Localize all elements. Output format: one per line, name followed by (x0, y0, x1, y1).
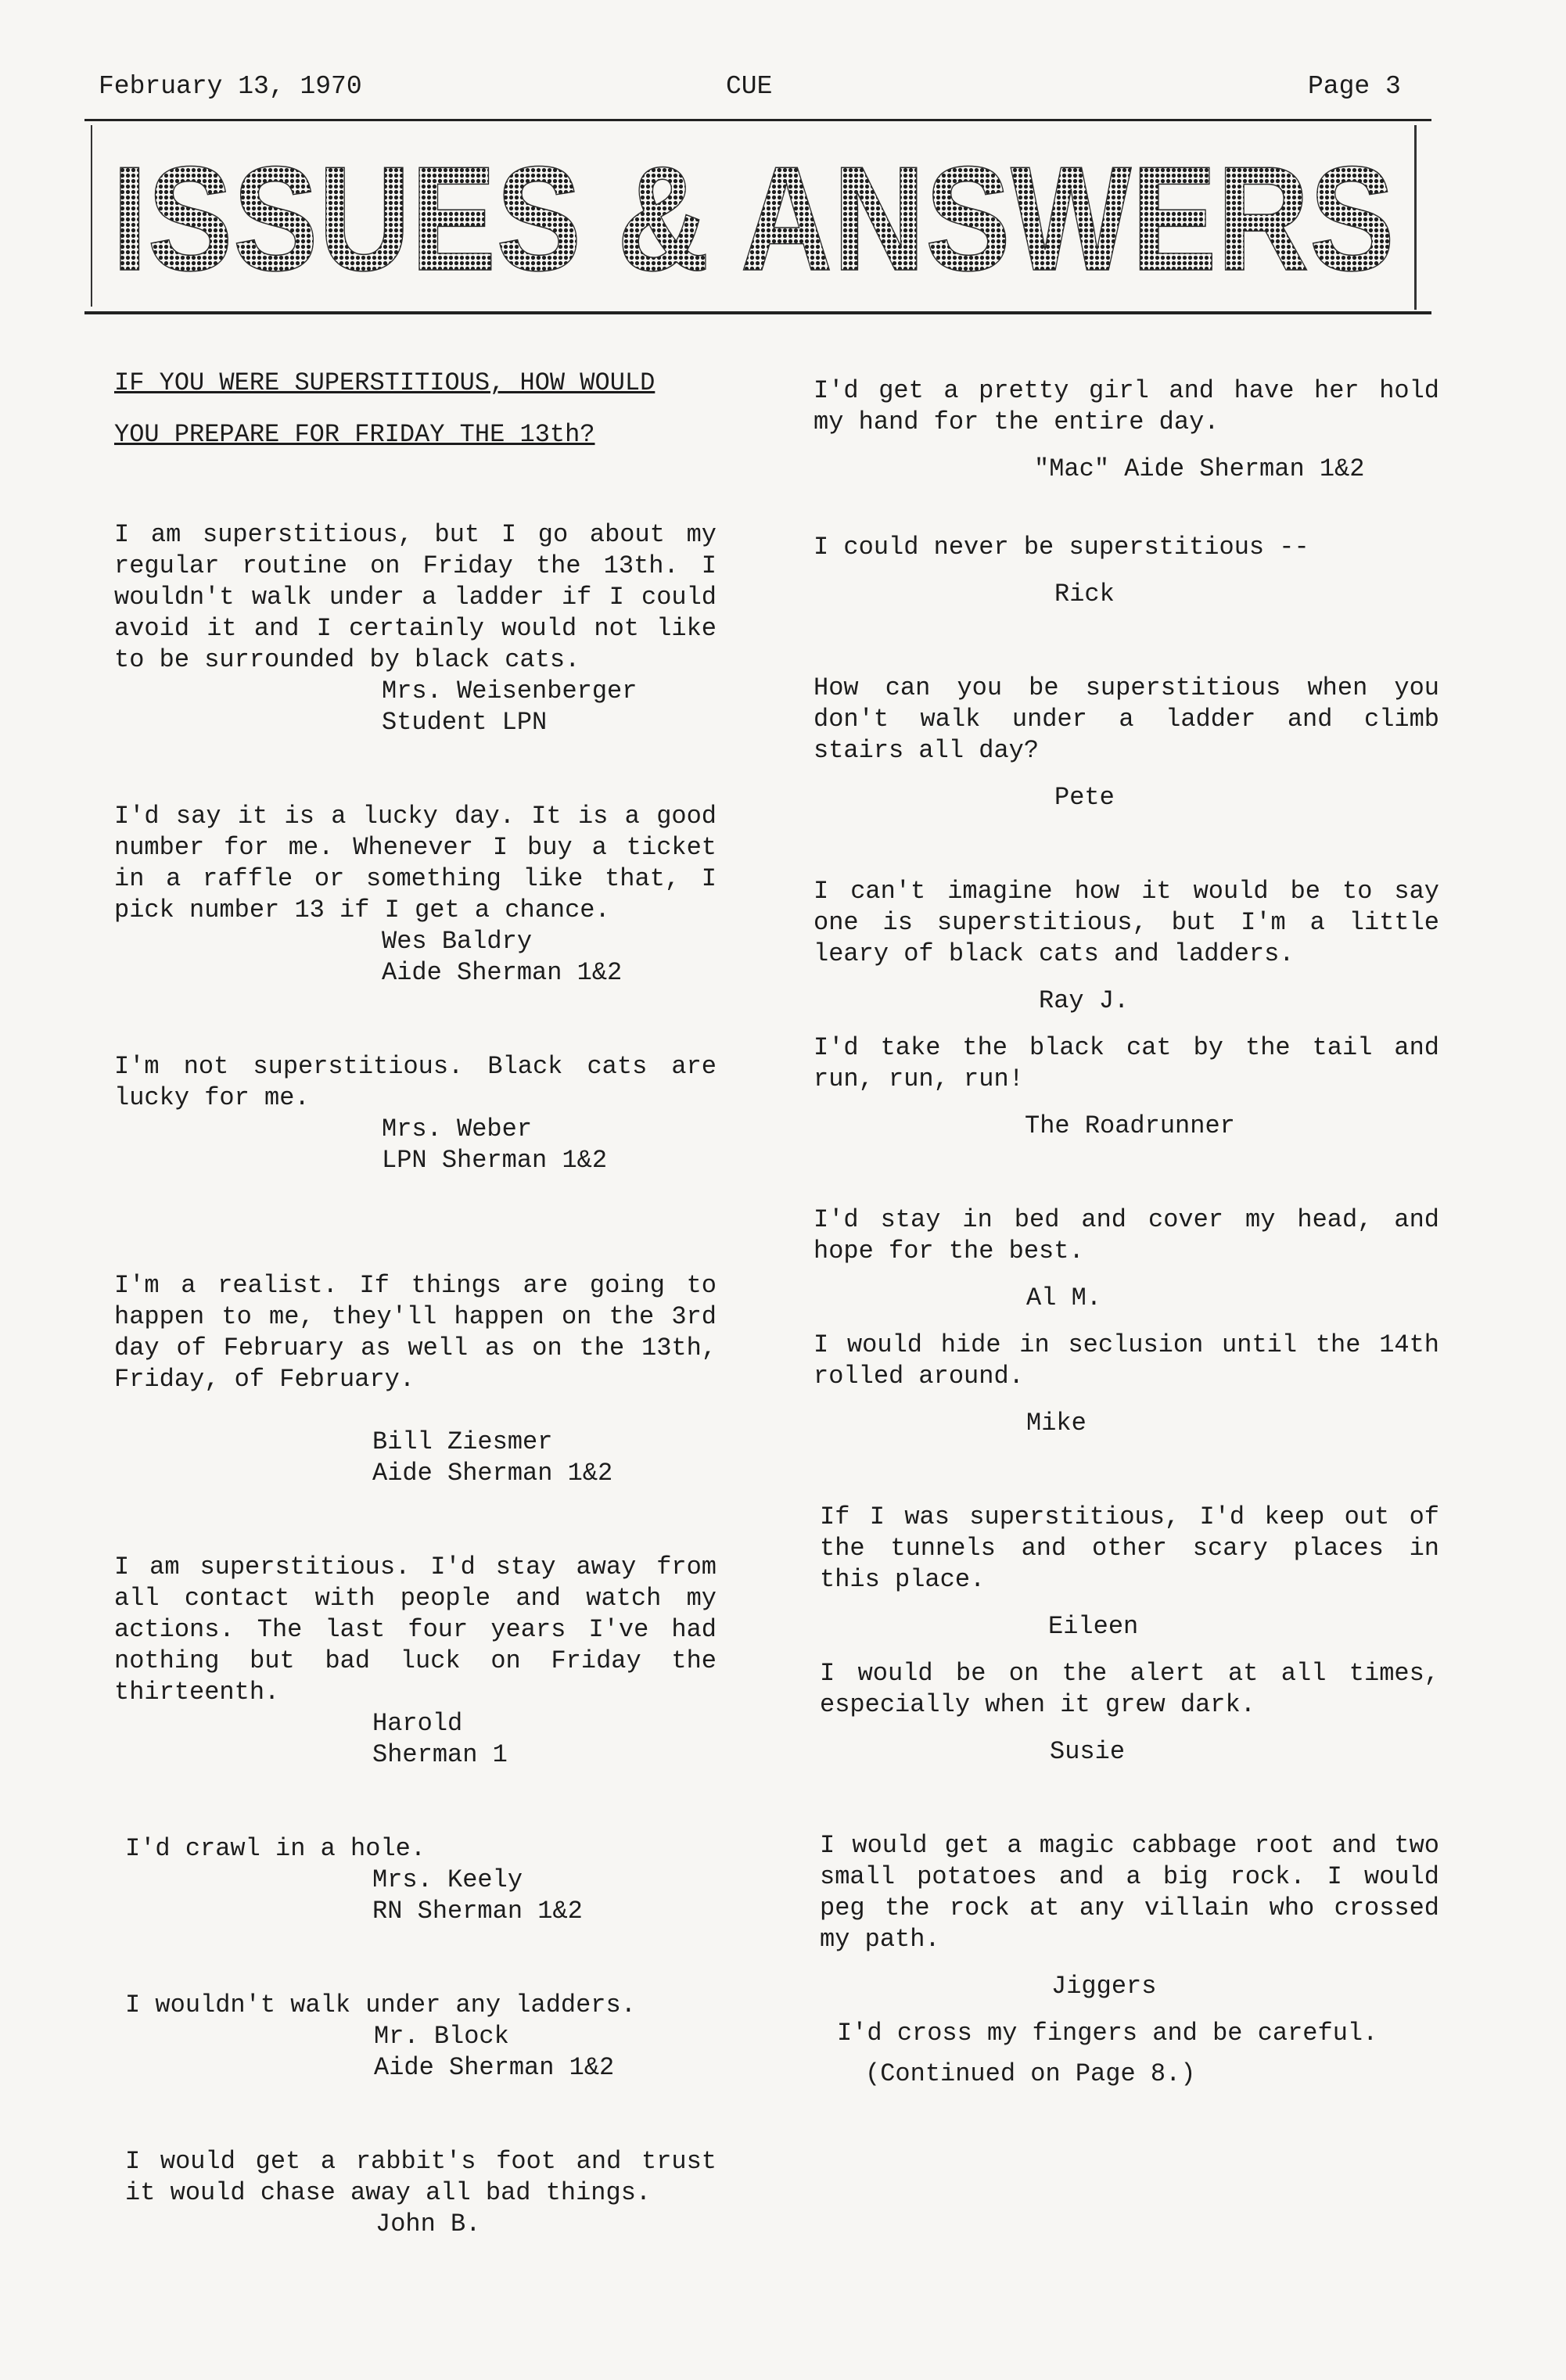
response-text: I'd stay in bed and cover my head, and hope for the best. (814, 1205, 1439, 1265)
response-author: Mr. Block Aide Sherman 1&2 (374, 2022, 615, 2082)
question-line-2: YOU PREPARE FOR FRIDAY THE 13th? (114, 420, 595, 449)
response-text: I'd cross my fingers and be careful. (837, 2019, 1378, 2048)
response-text: I'm a realist. If things are going to happen to me, they'll happen on the 3rd day of February as well as on the 13th, Friday, of February. (114, 1271, 717, 1394)
response-author: Wes Baldry Aide Sherman 1&2 (382, 927, 623, 987)
response-author: Eileen (1048, 1612, 1139, 1641)
response (114, 1270, 717, 1489)
response (814, 1032, 1439, 1142)
response-text: I would hide in seclusion until the 14th rolled around. (814, 1330, 1439, 1391)
response-text: I could never be superstitious -- (814, 533, 1309, 562)
continued-note: (Continued on Page 8.) (865, 2059, 1196, 2088)
response-author: John B. (375, 2209, 481, 2238)
publication-name: CUE (726, 72, 773, 101)
response-text: I'm not superstitious. Black cats are lucky for me. (114, 1052, 717, 1112)
response-author: Ray J. (1039, 986, 1130, 1015)
response (114, 519, 717, 738)
banner-title: ISSUES & ANSWERS (112, 136, 1395, 302)
left-column (114, 368, 717, 2240)
right-column (814, 368, 1439, 2090)
response-author: Bill Ziesmer Aide Sherman 1&2 (372, 1427, 613, 1488)
response-text: I would be on the alert at all times, especially when it grew dark. (820, 1659, 1439, 1719)
response (814, 375, 1439, 485)
response (114, 801, 717, 989)
response (814, 2018, 1439, 2090)
response (114, 1051, 717, 1176)
response (814, 1330, 1439, 1439)
response-text: I'd get a pretty girl and have her hold my hand for the entire day. (814, 376, 1439, 436)
response-text: How can you be superstitious when you don't walk under a ladder and climb stairs all day? (814, 673, 1439, 765)
response-author: The Roadrunner (1025, 1111, 1235, 1140)
response (814, 532, 1439, 610)
response-text: I'd crawl in a hole. (125, 1834, 426, 1863)
response-text: I am superstitious. I'd stay away from all contact with people and watch my actions. The last four years I've had nothing but bad luck on Friday the thirteenth. (114, 1553, 717, 1707)
response-text: I can't imagine how it would be to say one is superstitious, but I'm a little leary of black cats and ladders. (814, 877, 1439, 968)
banner-top-rule (84, 119, 1431, 121)
response (114, 1990, 717, 2084)
response-text: I would get a magic cabbage root and two small potatoes and a big rock. I would peg the rock at any villain who crossed my path. (820, 1831, 1439, 1954)
response-text: If I was superstitious, I'd keep out of the tunnels and other scary places in this place. (820, 1502, 1439, 1594)
response-text: I wouldn't walk under any ladders. (125, 1991, 636, 2019)
response-author: Pete (1054, 783, 1115, 812)
response-author: Jiggers (1051, 1972, 1157, 2001)
page-number: Page 3 (1308, 72, 1401, 101)
response (814, 1658, 1439, 1768)
response (114, 1833, 717, 1927)
response-author: Mrs. Weber LPN Sherman 1&2 (382, 1115, 608, 1175)
response-text: I'd take the black cat by the tail and run, run, run! (814, 1033, 1439, 1093)
response-author: Al M. (1026, 1283, 1102, 1312)
response-author: Rick (1054, 580, 1115, 608)
response (814, 1830, 1439, 2002)
response (814, 876, 1439, 1017)
response-text: I'd say it is a lucky day. It is a good number for me. Whenever I buy a ticket in a raffle or something like that, I pick number 13 if I get a chance. (114, 802, 717, 924)
response-author: Susie (1050, 1737, 1126, 1766)
issue-date: February 13, 1970 (99, 72, 362, 101)
response-author: Mrs. Keely RN Sherman 1&2 (372, 1865, 583, 1926)
response (114, 1552, 717, 1771)
response-author: "Mac" Aide Sherman 1&2 (1034, 454, 1365, 483)
response-author: Mike (1026, 1409, 1087, 1438)
response (814, 1502, 1439, 1642)
banner-right-edge (1414, 125, 1417, 310)
response-author: Harold Sherman 1 (372, 1709, 508, 1769)
banner-bottom-rule (84, 311, 1431, 314)
issues-answers-banner (92, 129, 1414, 305)
response (814, 1204, 1439, 1314)
response (814, 673, 1439, 813)
response-text: I would get a rabbit's foot and trust it would chase away all bad things. (125, 2147, 717, 2207)
response-author: Mrs. Weisenberger Student LPN (382, 677, 638, 737)
response (114, 2146, 717, 2240)
question-line-1: IF YOU WERE SUPERSTITIOUS, HOW WOULD (114, 368, 655, 397)
response-text: I am superstitious, but I go about my regular routine on Friday the 13th. I wouldn't walk under a ladder if I could avoid it and I certainly would not like to be surrounded by black cats. (114, 520, 717, 674)
